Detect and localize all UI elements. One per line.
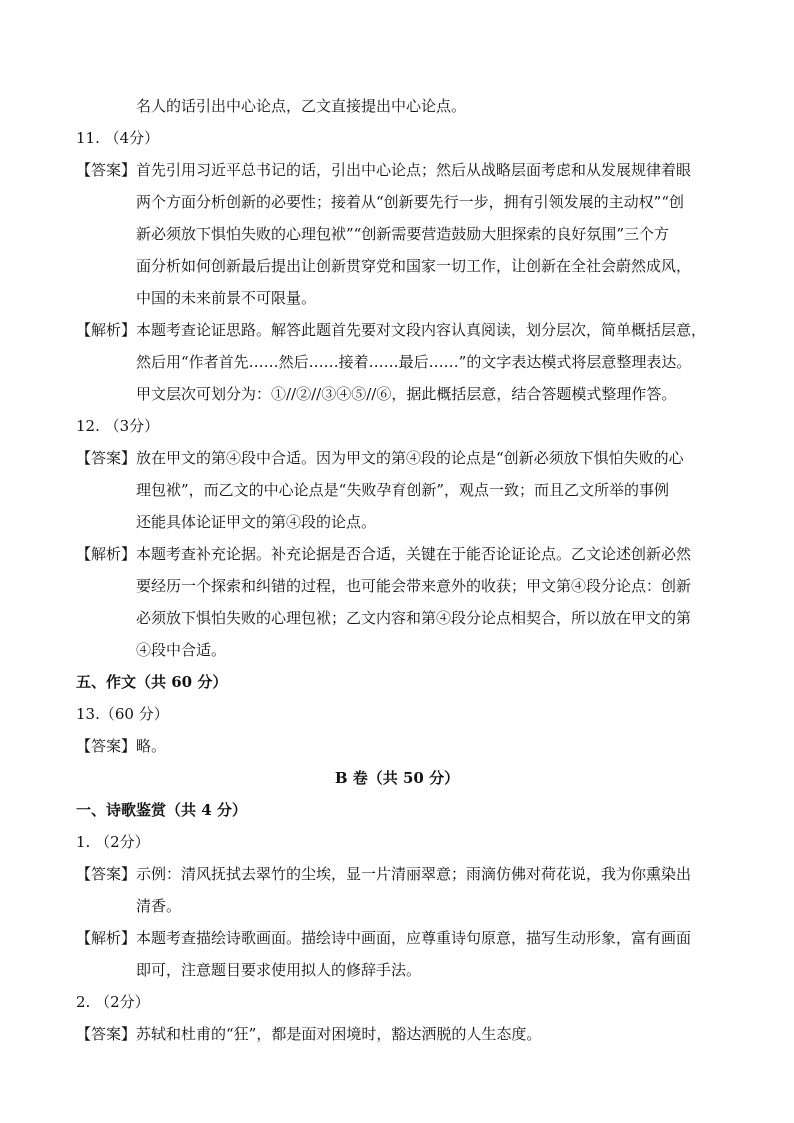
answer-line: 两个方面分析创新的必要性；接着从“创新要先行一步，拥有引领发展的主动权”“创 <box>136 193 685 211</box>
section-heading: 五、作文（共 60 分） <box>76 673 228 691</box>
analysis-line: 要经历一个探索和纠错的过程，也可能会带来意外的收获；甲文第④段分论点：创新 <box>136 577 692 595</box>
analysis-line: 必须放下惧怕失败的心理包袱；乙文内容和第④段分论点相契合，所以放在甲文的第 <box>136 609 692 627</box>
analysis-label: 【解析】 <box>76 545 137 563</box>
answer-label: 【答案】 <box>76 449 137 467</box>
question-number: 13.（60 分） <box>76 705 169 723</box>
analysis-line: 本题考查补充论据。补充论据是否合适，关键在于能否论证论点。乙文论述创新必然 <box>136 545 692 563</box>
analysis-line: ④段中合适。 <box>136 641 227 659</box>
answer-line: 新必须放下惧怕失败的心理包袱”“创新需要营造鼓励大胆探索的良好氛围”三个方 <box>136 225 670 243</box>
answer-label: 【答案】 <box>76 865 137 883</box>
answer-line: 放在甲文的第④段中合适。因为甲文的第④段的论点是“创新必须放下惧怕失败的心 <box>136 449 684 467</box>
analysis-label: 【解析】 <box>76 321 137 339</box>
analysis-line: 即可，注意题目要求使用拟人的修辞手法。 <box>136 961 422 979</box>
answer-line: 还能具体论证甲文的第④段的论点。 <box>136 513 377 531</box>
answer-line: 理包袱”，而乙文的中心论点是“失败孕育创新”，观点一致；而且乙文所举的事例 <box>136 481 670 499</box>
answer-line: 中国的未来前景不可限量。 <box>136 289 317 307</box>
answer-line: 略。 <box>136 737 167 755</box>
answer-line: 苏轼和杜甫的“狂”，都是面对困境时，豁达洒脱的人生态度。 <box>136 1025 542 1043</box>
answer-label: 【答案】 <box>76 161 137 179</box>
answer-label: 【答案】 <box>76 737 137 755</box>
question-number: 1. （2分） <box>76 833 150 851</box>
analysis-label: 【解析】 <box>76 929 137 947</box>
answer-label: 【答案】 <box>76 1025 137 1043</box>
answer-line: 示例：清风抚拭去翠竹的尘埃，显一片清丽翠意；雨滴仿佛对荷花说，我为你熏染出 <box>136 865 692 883</box>
question-number: 11. （4分） <box>76 129 160 147</box>
answer-line: 面分析如何创新最后提出让创新贯穿党和国家一切工作，让创新在全社会蔚然成风， <box>136 257 692 275</box>
question-number: 12. （3分） <box>76 417 160 435</box>
paper-b-title: B 卷（共 50 分） <box>334 769 460 787</box>
answer-line: 首先引用习近平总书记的话，引出中心论点；然后从战略层面考虑和从发展规律着眼 <box>136 161 692 179</box>
analysis-line: 本题考查描绘诗歌画面。描绘诗中画面，应尊重诗句原意，描写生动形象，富有画面 <box>136 929 692 947</box>
answer-line: 名人的话引出中心论点，乙文直接提出中心论点。 <box>136 97 467 115</box>
analysis-line: 然后用“作者首先……然后……接着……最后……”的文字表达模式将层意整理表达。 <box>136 353 692 371</box>
section-heading: 一、诗歌鉴赏（共 4 分） <box>76 801 247 819</box>
question-number: 2. （2分） <box>76 993 150 1011</box>
analysis-line: 本题考查论证思路。解答此题首先要对文段内容认真阅读，划分层次，简单概括层意， <box>136 321 707 339</box>
analysis-line: 甲文层次可划分为：①//②//③④⑤//⑥，据此概括层意，结合答题模式整理作答。 <box>136 385 677 403</box>
answer-line: 清香。 <box>136 897 182 915</box>
